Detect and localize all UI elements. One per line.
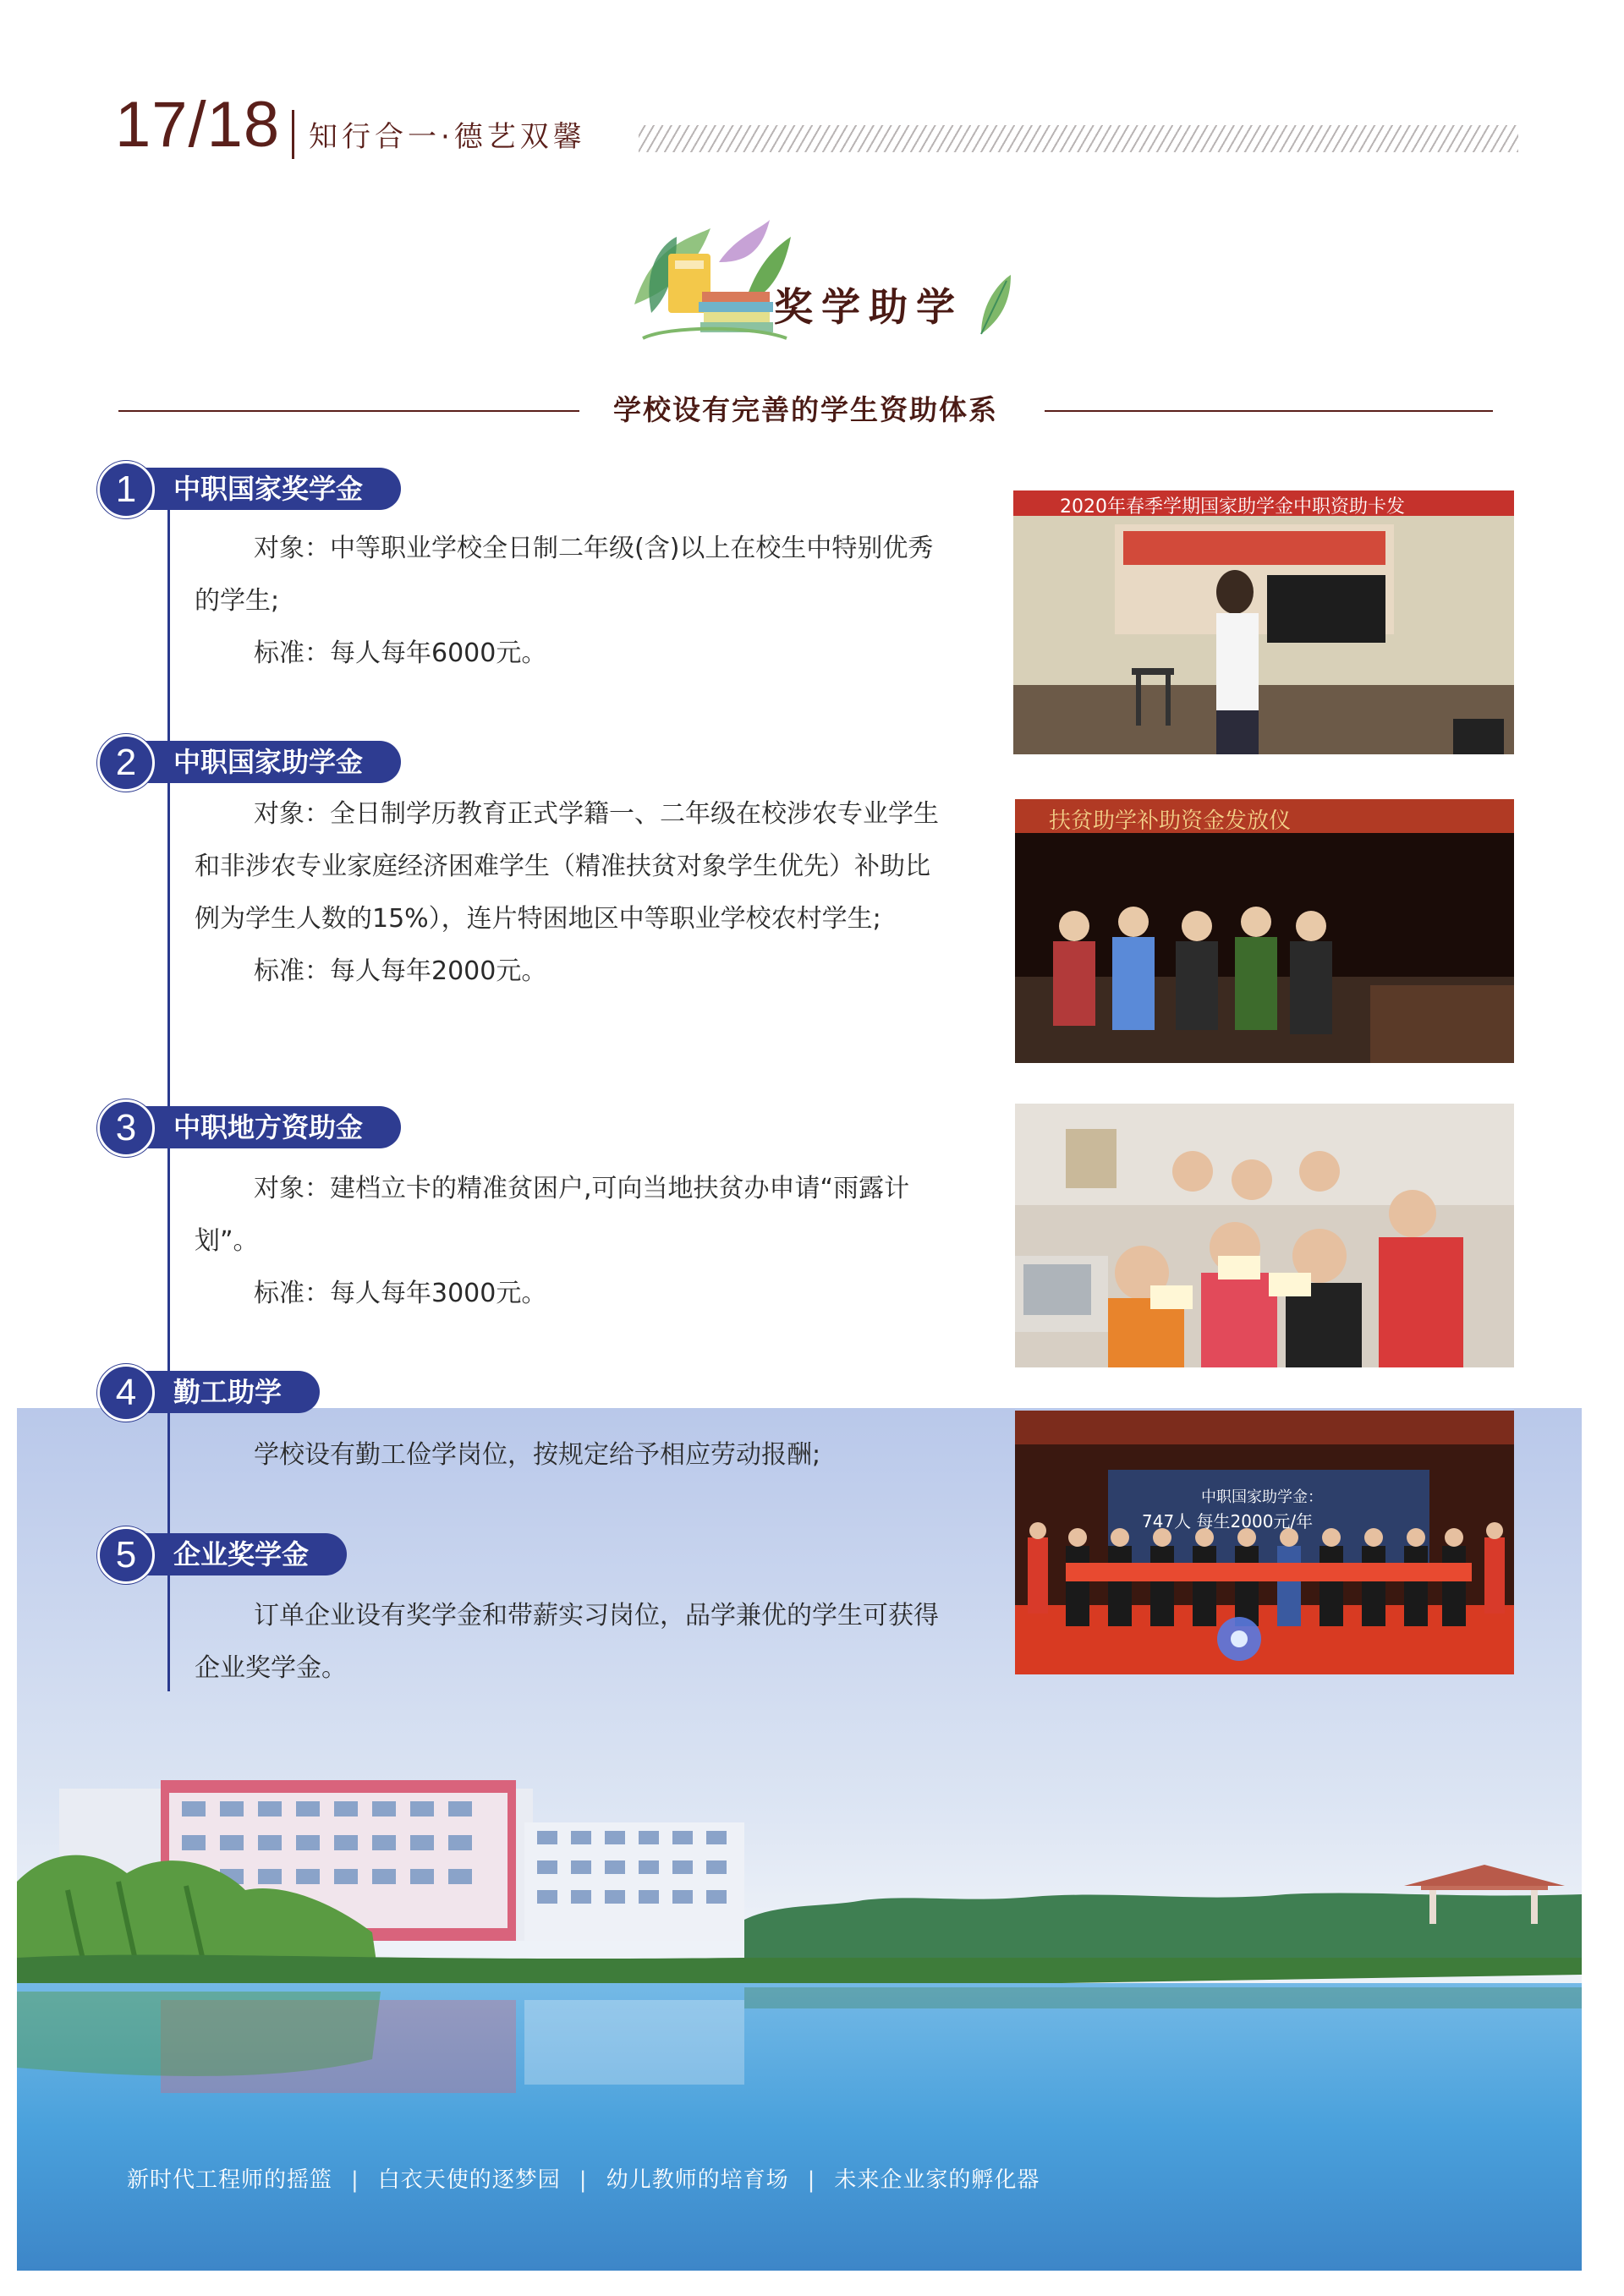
item-paragraph: 对象：建档立卡的精准贫困户,可向当地扶贫办申请“雨露计划”。 [195, 1174, 910, 1256]
section-title: 奖学助学 [774, 284, 963, 330]
photo-banner-text: 2020年春季学期国家助学金中职资助卡发 [1060, 496, 1405, 518]
item-paragraph: 学校设有勤工俭学岗位，按规定给予相应劳动报酬; [254, 1440, 821, 1470]
photo-award-ceremony-image [1013, 490, 1514, 754]
photo-award-ceremony [1013, 490, 1514, 754]
leaf-icon [973, 271, 1015, 338]
item-paragraph: 标准：每人每年2000元。 [254, 956, 547, 986]
item-paragraph: 对象：中等职业学校全日制二年级(含)以上在校生中特别优秀的学生; [195, 534, 934, 616]
footer-tags [127, 2169, 1040, 2191]
item-body-5 [195, 1590, 939, 1695]
photo-students-cards-image [1015, 1104, 1514, 1367]
item-body-4 [195, 1429, 939, 1482]
photo-banner-text: 扶贫助学补助资金发放仪 [1049, 808, 1292, 834]
header-divider [292, 110, 294, 159]
header-slogan: 知行合一·德艺双馨 [309, 120, 586, 154]
item-number-badge: 3 [97, 1099, 155, 1157]
footer-separator: | [351, 2167, 359, 2193]
timeline-line [167, 486, 170, 1691]
item-number-badge: 5 [97, 1526, 155, 1584]
item-body-1 [195, 523, 939, 680]
subtitle-row [118, 393, 1493, 427]
item-paragraph: 标准：每人每年3000元。 [254, 1279, 547, 1308]
photo-stage-ceremony-image [1015, 1411, 1514, 1674]
item-paragraph: 订单企业设有奖学金和带薪实习岗位，品学兼优的学生可获得企业奖学金。 [195, 1601, 939, 1683]
item-paragraph: 对象：全日制学历教育正式学籍一、二年级在校涉农专业学生和非涉农专业家庭经济困难学生（精准扶贫对象学生优先）补助比例为学生人数的15%），连片特困地区中等职业学校农村学生; [195, 799, 939, 934]
footer-tag: 幼儿教师的培育场 [606, 2167, 789, 2193]
section-subtitle: 学校设有完善的学生资助体系 [613, 393, 998, 426]
photo-students-cards [1015, 1104, 1514, 1367]
item-number-badge: 4 [97, 1364, 155, 1422]
item-title: 中职国家助学金 [131, 741, 401, 783]
item-number-badge: 2 [97, 734, 155, 792]
header-hatch-decoration [639, 125, 1518, 152]
footer-tag: 新时代工程师的摇篮 [127, 2167, 333, 2193]
books-plant-illustration [617, 211, 795, 347]
footer-separator: | [807, 2167, 816, 2193]
item-paragraph: 标准：每人每年6000元。 [254, 638, 547, 668]
subtitle-rule-right [1045, 410, 1493, 412]
footer-separator: | [579, 2167, 588, 2193]
item-title: 中职国家奖学金 [131, 468, 401, 510]
item-title: 企业奖学金 [131, 1533, 347, 1575]
photo-stage-ceremony [1015, 1411, 1514, 1674]
photo-subsidy-distribution-image [1015, 799, 1514, 1063]
item-number-badge: 1 [97, 461, 155, 518]
footer-tag: 未来企业家的孵化器 [834, 2167, 1040, 2193]
item-title: 中职地方资助金 [131, 1106, 401, 1148]
photo-screen-text-1: 中职国家助学金： [1201, 1488, 1323, 1506]
page-number: 17/18 [115, 89, 281, 161]
photo-screen-text-2: 747人 每生2000元/年 [1142, 1511, 1314, 1532]
item-body-2 [195, 788, 939, 998]
item-body-3 [195, 1163, 939, 1320]
photo-subsidy-distribution [1015, 799, 1514, 1063]
footer-tag: 白衣天使的逐梦园 [377, 2167, 561, 2193]
item-title: 勤工助学 [131, 1371, 320, 1413]
